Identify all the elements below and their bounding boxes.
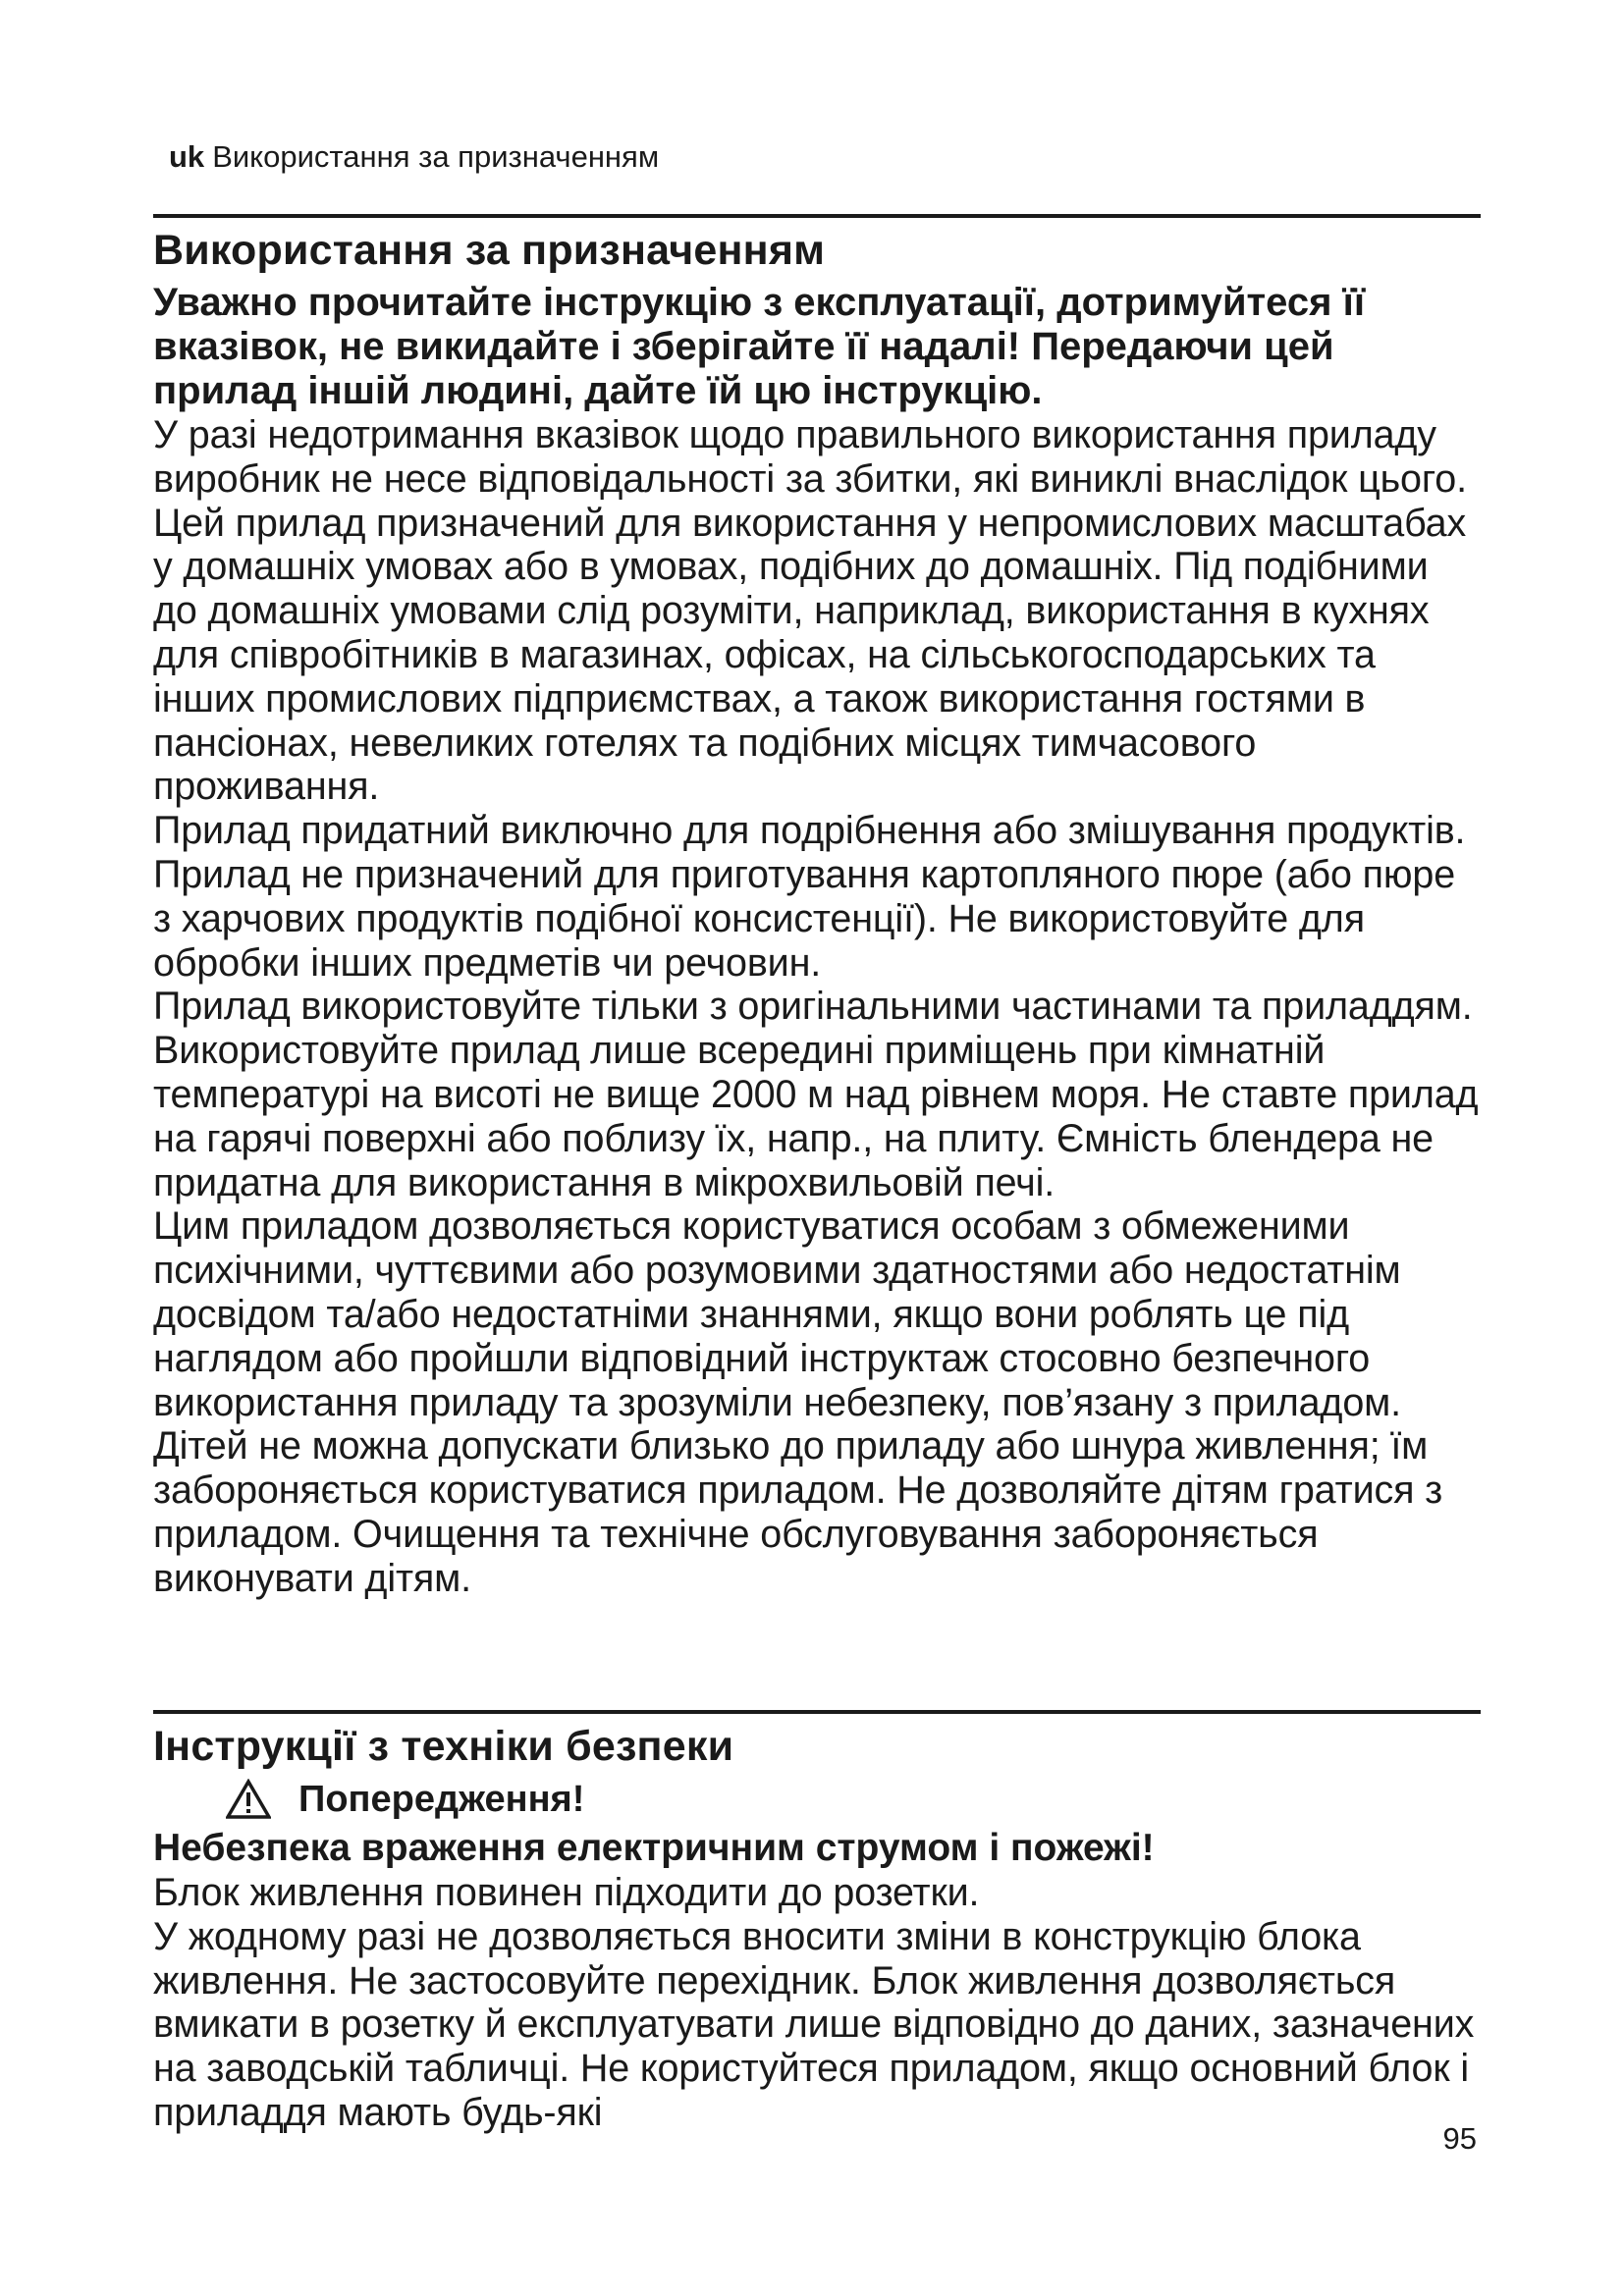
- warning-subtitle: Небезпека враження електричним струмом і пожежі!: [153, 1827, 1155, 1869]
- warning-heading: [226, 1777, 1481, 1822]
- section-divider: [153, 1710, 1481, 1714]
- paragraph: Блок живлення повинен підходити до розетки.: [153, 1871, 980, 1914]
- running-title: Використання за призначенням: [212, 139, 660, 174]
- section-intended-use: [153, 214, 1481, 1601]
- language-code: uk: [169, 139, 205, 174]
- paragraph: Використовуйте прилад лише всередині приміщень при кімнатній температурі на висоті не вище 2000 м над рівнем моря. Не ставте прилад на гарячі поверхні або поблизу їх, напр., на плиту. Ємність блендера не придатна для використання в мікрохвильовій печі.: [153, 1029, 1479, 1204]
- section-safety: [153, 1710, 1481, 2135]
- warning-label: Попередження!: [298, 1779, 585, 1820]
- running-header: [169, 137, 659, 177]
- lead-paragraph: Уважно прочитайте інструкцію з експлуатації, дотримуйтеся її вказівок, не викидайте і зберігайте її надалі! Передаючи цей прилад іншій людині, дайте їй цю інструкцію.: [153, 281, 1366, 412]
- paragraph: У жодному разі не дозволяється вносити зміни в конструкцію блока живлення. Не застосовуйте перехідник. Блок живлення дозволяється вмикати в розетку й експлуатувати лише відповідно до даних, зазначених на заводській табличці. Не користуйтеся приладом, якщо основний блок і приладдя мають будь-які: [153, 1914, 1475, 2134]
- page-number: 95: [1442, 2121, 1477, 2156]
- section-divider: [153, 214, 1481, 218]
- section-title: Інструкції з техніки безпеки: [153, 1723, 734, 1770]
- paragraph: Цим приладом дозволяється користуватися особам з обмеженими психічними, чуттєвими або розумовими здатностями або недостатнім досвідом та/або недостатніми знаннями, якщо вони роблять це під наглядом або пройшли відповідний інструктаж стосовно безпечного використання приладу та зрозуміли небезпеку, пов’язану з приладом. Дітей не можна допускати близько до приладу або шнура живлення; їм забороняється користуватися приладом. Не дозволяйте дітям гратися з приладом. Очищення та технічне обслуговування забороняється виконувати дітям.: [153, 1204, 1443, 1600]
- paragraph: Прилад придатний виключно для подрібнення або змішування продуктів. Прилад не призначений для приготування картопляного пюре (або пюре з харчових продуктів подібної консистенції). Не використовуйте для обробки інших предметів чи речовин.: [153, 809, 1466, 985]
- paragraph: У разі недотримання вказівок щодо правильного використання приладу виробник не несе відповідальності за збитки, які виниклі внаслідок цього.: [153, 413, 1467, 501]
- warning-triangle-icon: [226, 1779, 271, 1820]
- section-title: Використання за призначенням: [153, 227, 826, 274]
- paragraph: Цей прилад призначений для використання у непромислових масштабах у домашніх умовах або в умовах, подібних до домашніх. Під подібними до домашніх умовами слід розуміти, наприклад, використання в кухнях для співробітників в магазинах, офісах, на сільськогосподарських та інших промислових підприємствах, а також використання гостями в пансіонах, невеликих готелях та подібних місцях тимчасового проживання.: [153, 501, 1467, 809]
- paragraph: Прилад використовуйте тільки з оригінальними частинами та приладдям.: [153, 985, 1473, 1029]
